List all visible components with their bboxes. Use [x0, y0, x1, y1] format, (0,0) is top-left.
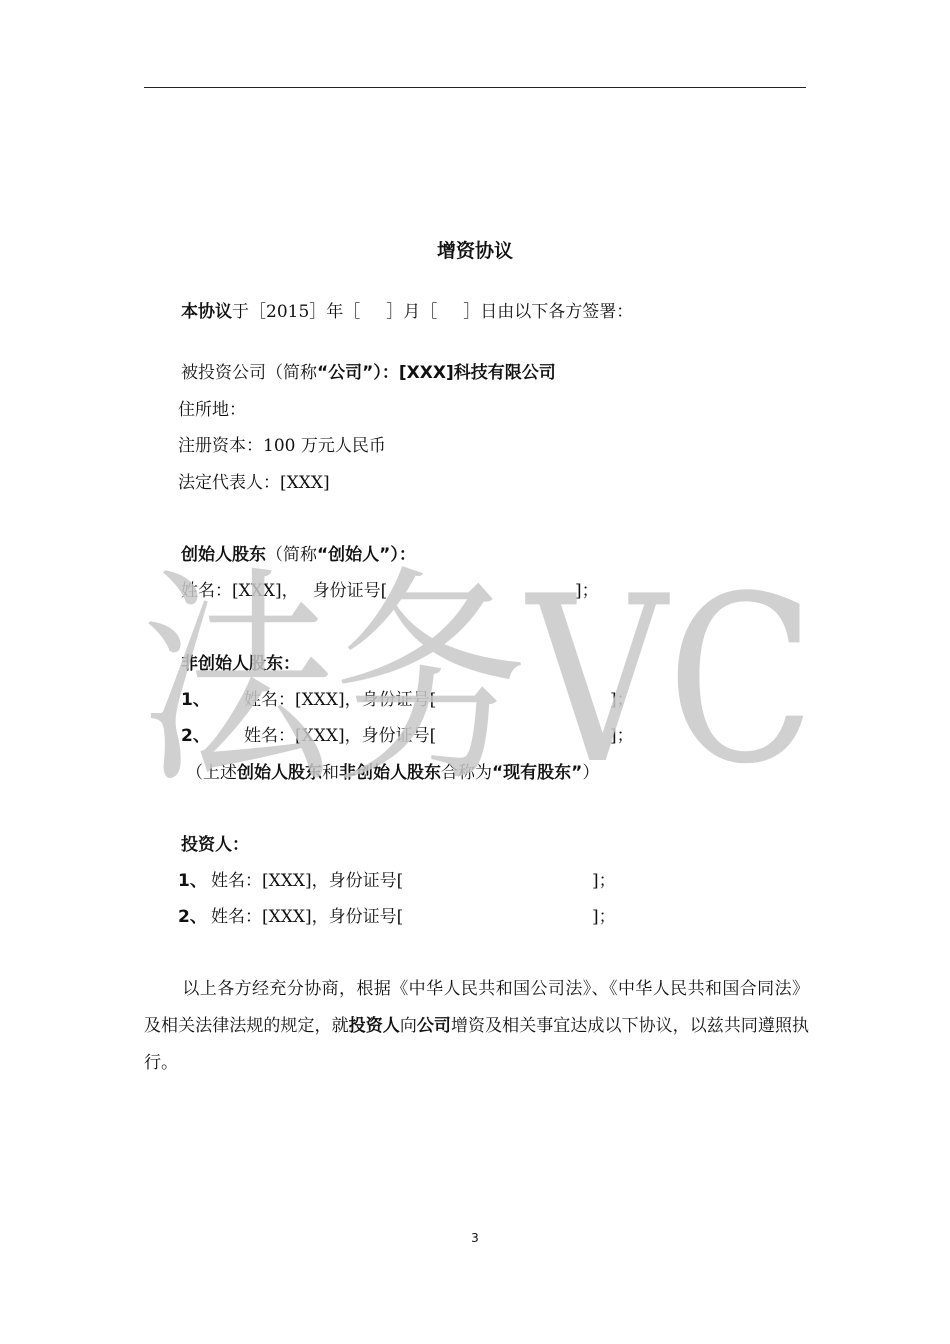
non-founder-2-num: 2、	[181, 726, 210, 746]
company-label: 被投资公司（简称	[181, 363, 317, 383]
non-founder-1-text: 姓名：[XXX]，身份证号[	[244, 690, 437, 710]
founder-person-line	[181, 579, 387, 603]
intro-day: ］日由以下各方签署：	[463, 302, 634, 322]
closing-t3: 增资及相关事宜达成以下协议，以兹共同遵照执行。	[144, 1016, 810, 1073]
investor-2-text: 姓名：[XXX]，身份证号[	[211, 907, 404, 927]
non-founder-2-end: ]；	[610, 726, 634, 746]
founder-heading-mid: （简称	[266, 545, 317, 565]
company-representative: 法定代表人：[XXX]	[178, 473, 330, 493]
collective-p4: ）	[582, 763, 600, 783]
non-founder-2-text: 姓名：[XXX]，身份证号[	[244, 726, 437, 746]
intro-line	[181, 300, 633, 324]
company-capital: 注册资本：100 万元人民币	[178, 436, 386, 456]
non-founder-1-end: ]；	[610, 690, 634, 710]
investor-1-num: 1、	[178, 871, 207, 891]
collective-p3: 合称为	[441, 763, 492, 783]
collective-p2: 和	[322, 763, 339, 783]
investor-2-end: ]；	[592, 907, 616, 927]
founder-heading-bold: 创始人股东	[181, 545, 266, 565]
investor-1-end: ]；	[592, 871, 616, 891]
header-rule	[144, 87, 806, 88]
founder-heading	[181, 543, 416, 567]
investor-1-text: 姓名：[XXX]，身份证号[	[211, 871, 404, 891]
investor-2-num: 2、	[178, 907, 207, 927]
document-title: 增资协议	[436, 240, 513, 262]
closing-t1: 以上各方经充分协商，根据《中华人民共和国公司法》、《中华人民共和国合同法》及相关法律法规的规定，就	[144, 979, 809, 1036]
non-founder-1-num: 1、	[181, 690, 210, 710]
page-number: 3	[471, 1231, 479, 1245]
non-founder-heading: 非创始人股东：	[181, 654, 300, 674]
founder-person: 姓名：[XXX]，	[181, 581, 299, 601]
company-line	[181, 361, 556, 385]
intro-bold: 本协议	[181, 302, 232, 322]
founder-id-end: ]；	[575, 581, 599, 601]
company-name: [XXX]科技有限公司	[398, 363, 556, 383]
closing-b1: 投资人	[348, 1016, 400, 1036]
company-address: 住所地：	[178, 400, 246, 420]
intro-month: ］月［	[386, 302, 438, 322]
company-alias: “公司”）：	[317, 363, 399, 383]
collective-b2: 非创始人股东	[339, 763, 441, 783]
founder-heading-alias: “创始人”）：	[317, 545, 416, 565]
collective-b3: “现有股东”	[492, 763, 583, 783]
founder-id-label: 身份证号[	[312, 581, 388, 601]
collective-note	[186, 761, 599, 785]
intro-year: 于［2015］年［	[232, 302, 361, 322]
collective-b1: 创始人股东	[237, 763, 322, 783]
closing-paragraph	[144, 971, 809, 1082]
closing-b2: 公司	[416, 1016, 451, 1036]
collective-p1: （上述	[186, 763, 237, 783]
closing-t2: 向	[399, 1016, 417, 1036]
watermark-text: 法务VC	[140, 548, 815, 798]
investor-heading: 投资人：	[181, 835, 249, 855]
